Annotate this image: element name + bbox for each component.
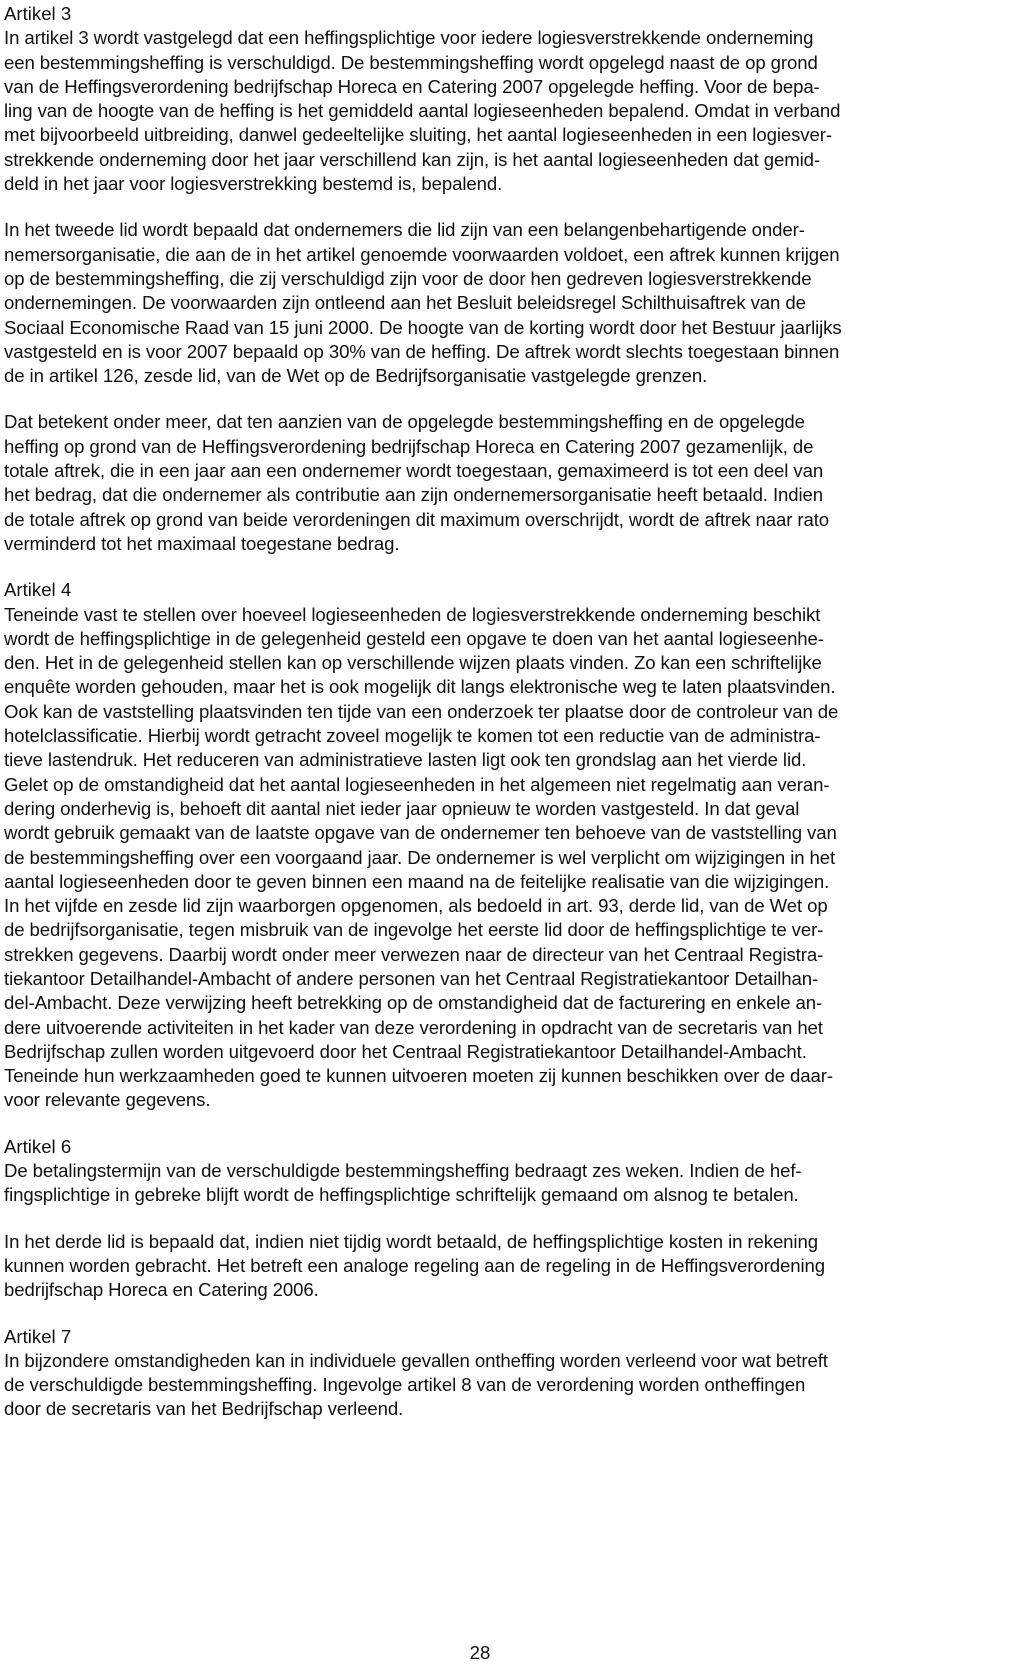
text-line: Sociaal Economische Raad van 15 juni 2000. De hoogte van de korting wordt door het Bestuur jaarlijks [4,316,842,338]
text-line: bedrijfschap Horeca en Catering 2006. [4,1279,319,1301]
text-line: In het derde lid is bepaald dat, indien niet tijdig wordt betaald, de heffingsplichtige kosten in rekening [4,1230,818,1252]
text-line: In artikel 3 wordt vastgelegd dat een heffingsplichtige voor iedere logiesverstrekkende onderneming [4,27,814,49]
text-line: kunnen worden gebracht. Het betreft een analoge regeling aan de regeling in de Heffingsverordening [4,1254,825,1276]
section-heading: Artikel 4 [4,579,72,601]
text-line: Teneinde vast te stellen over hoeveel logieseenheden de logiesverstrekkende onderneming beschikt [4,603,821,625]
section-heading: Artikel 6 [4,1135,72,1157]
text-line: In bijzondere omstandigheden kan in individuele gevallen ontheffing worden verleend voor wat betreft [4,1349,828,1371]
text-line: de in artikel 126, zesde lid, van de Wet op de Bedrijfsorganisatie vastgelegde grenzen. [4,365,708,387]
text-line: de bedrijfsorganisatie, tegen misbruik van de ingevolge het eerste lid door de heffingsplichtige te ver- [4,919,824,941]
document-page [4,2,1014,1444]
text-line: van de Heffingsverordening bedrijfschap Horeca en Catering 2007 opgelegde heffing. Voor de bepa- [4,75,820,97]
text-line: dering onderhevig is, behoeft dit aantal niet ieder jaar opnieuw te worden vastgesteld. In dat geval [4,797,800,819]
text-line: het bedrag, dat die ondernemer als contributie aan zijn ondernemersorganisatie heeft betaald. Indien [4,484,824,506]
paragraph [4,1159,1014,1208]
text-line: fingsplichtige in gebreke blijft wordt de heffingsplichtige schriftelijk gemaand om alsnog te betalen. [4,1184,799,1206]
text-line: met bijvoorbeeld uitbreiding, danwel gedeeltelijke sluiting, het aantal logieseenheden in een logiesver- [4,124,832,146]
text-line: ling van de hoogte van de heffing is het gemiddeld aantal logieseenheden bepalend. Omdat in verband [4,100,841,122]
section-artikel-3 [4,2,1014,556]
text-line: ondernemingen. De voorwaarden zijn ontleend aan het Besluit beleidsregel Schilthuisaftrek van de [4,292,806,314]
text-line: Teneinde hun werkzaamheden goed te kunnen uitvoeren moeten zij kunnen beschikken over de daar- [4,1065,833,1087]
text-line: Ook kan de vaststelling plaatsvinden ten tijde van een onderzoek ter plaatse door de controleur van de [4,700,839,722]
text-line: In het vijfde en zesde lid zijn waarborgen opgenomen, als bedoeld in art. 93, derde lid, van de Wet op [4,895,828,917]
text-line: tieve lastendruk. Het reduceren van administratieve lasten ligt ook ten grondslag aan het vierde lid. [4,749,807,771]
text-line: op de bestemmingsheffing, die zij verschuldigd zijn voor de door hen gedreven logiesverstrekkende [4,267,812,289]
section-artikel-4 [4,578,1014,1113]
text-line: Gelet op de omstandigheid dat het aantal logieseenheden in het algemeen niet regelmatig aan veran- [4,773,830,795]
paragraph [4,410,1014,556]
text-line: deld in het jaar voor logiesverstrekking bestemd is, bepalend. [4,173,503,195]
text-line: verminderd tot het maximaal toegestane bedrag. [4,532,400,554]
text-line: voor relevante gegevens. [4,1089,211,1111]
text-line: Dat betekent onder meer, dat ten aanzien van de opgelegde bestemmingsheffing en de opgelegde [4,411,805,433]
text-line: tiekantoor Detailhandel-Ambacht of andere personen van het Centraal Registratiekantoor Detailhan- [4,967,819,989]
text-line: heffing op grond van de Heffingsverordening bedrijfschap Horeca en Catering 2007 gezamenlijk, de [4,435,814,457]
text-line: nemersorganisatie, die aan de in het artikel genoemde voorwaarden voldoet, een aftrek kunnen krijgen [4,243,840,265]
text-line: strekkende onderneming door het jaar verschillend kan zijn, is het aantal logieseenheden dat gemid- [4,148,820,170]
section-heading: Artikel 7 [4,1325,72,1347]
text-line: aantal logieseenheden door te geven binnen een maand na de feitelijke realisatie van die wijzigingen. [4,870,830,892]
text-line: dere uitvoerende activiteiten in het kader van deze verordening in opdracht van de secretaris van het [4,1016,823,1038]
section-artikel-6 [4,1135,1014,1303]
paragraph [4,1349,1014,1422]
text-line: strekken gegevens. Daarbij wordt onder meer verwezen naar de directeur van het Centraal Registra- [4,943,824,965]
section-heading: Artikel 3 [4,3,72,24]
text-line: wordt de heffingsplichtige in de gelegenheid gesteld een opgave te doen van het aantal logieseenhe- [4,627,824,649]
text-line: de verschuldigde bestemmingsheffing. Ingevolge artikel 8 van de verordening worden ontheffingen [4,1374,806,1396]
text-line: Bedrijfschap zullen worden uitgevoerd door het Centraal Registratiekantoor Detailhandel-Ambacht. [4,1040,807,1062]
text-line: de totale aftrek op grond van beide verordeningen dit maximum overschrijdt, wordt de aftrek naar rato [4,508,830,530]
text-line: De betalingstermijn van de verschuldigde bestemmingsheffing bedraagt zes weken. Indien de hef- [4,1160,802,1182]
text-line: totale aftrek, die in een jaar aan een ondernemer wordt toegestaan, gemaximeerd is tot een deel van [4,460,824,482]
text-line: de bestemmingsheffing over een voorgaand jaar. De ondernemer is wel verplicht om wijzigingen in het [4,846,836,868]
paragraph [4,603,1014,1113]
paragraph [4,1230,1014,1303]
text-line: een bestemmingsheffing is verschuldigd. De bestemmingsheffing wordt opgelegd naast de op grond [4,51,818,73]
paragraph [4,26,1014,196]
section-artikel-7 [4,1325,1014,1422]
text-line: vastgesteld en is voor 2007 bepaald op 30% van de heffing. De aftrek wordt slechts toegestaan binnen [4,340,840,362]
text-line: In het tweede lid wordt bepaald dat ondernemers die lid zijn van een belangenbehartigende onder- [4,219,805,241]
text-line: wordt gebruik gemaakt van de laatste opgave van de ondernemer ten behoeve van de vaststelling van [4,822,837,844]
text-line: hotelclassificatie. Hierbij wordt getracht zoveel mogelijk te komen tot een reductie van de administra- [4,725,821,747]
text-line: enquête worden gehouden, maar het is ook mogelijk dit langs elektronische weg te laten plaatsvinden. [4,676,836,698]
page-number: 28 [469,1642,491,1663]
paragraph [4,218,1014,388]
text-line: den. Het in de gelegenheid stellen kan op verschillende wijzen plaats vinden. Zo kan een schriftelijke [4,652,822,674]
text-line: door de secretaris van het Bedrijfschap verleend. [4,1398,404,1420]
text-line: del-Ambacht. Deze verwijzing heeft betrekking op de omstandigheid dat de facturering en enkele an- [4,992,823,1014]
